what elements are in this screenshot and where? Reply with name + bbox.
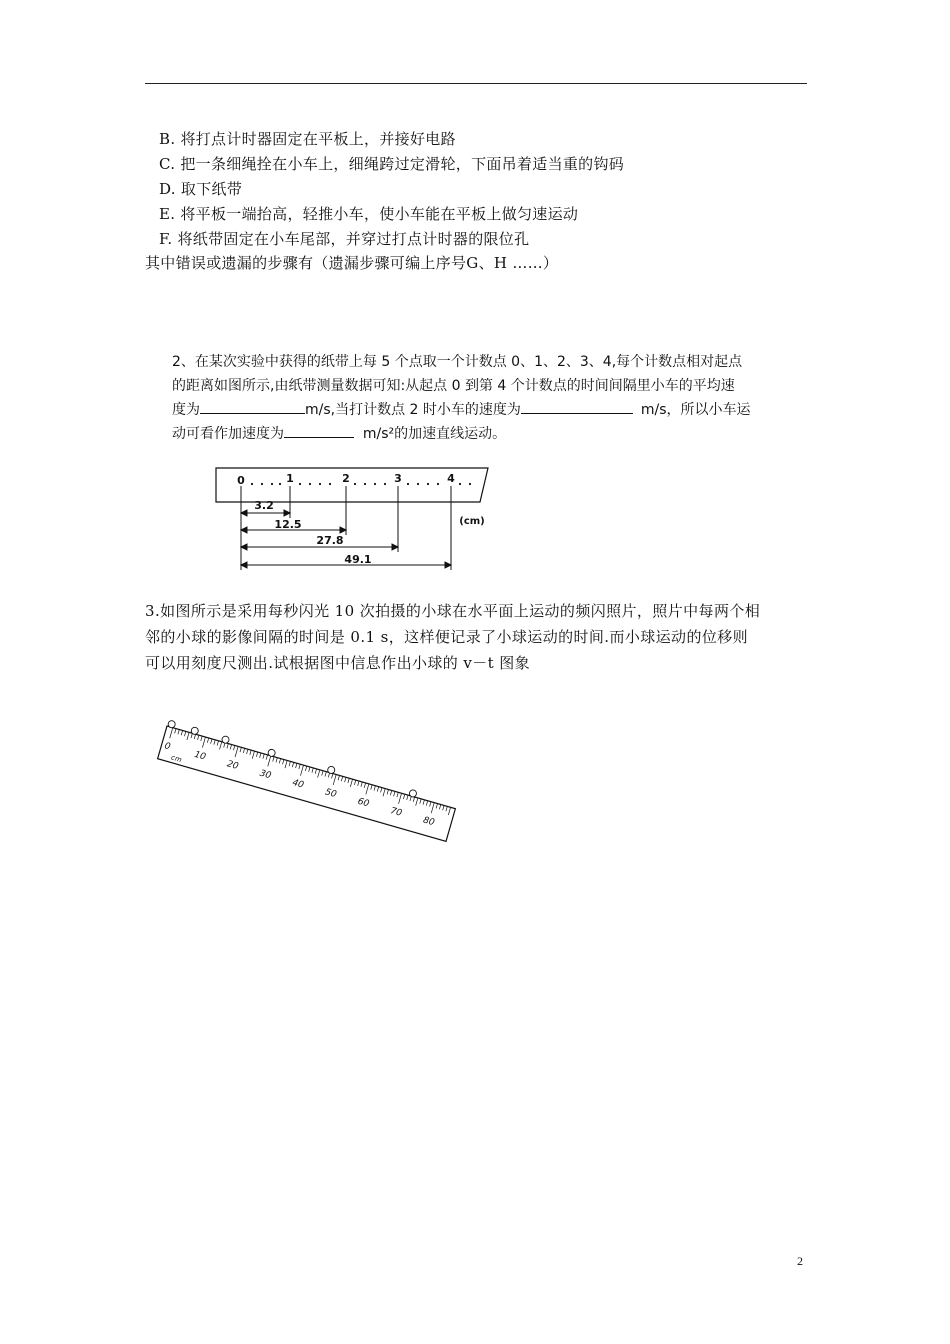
ruler-tick: [374, 786, 375, 791]
distance-label-1: 3.2: [254, 499, 274, 512]
step-b: B. 将打点计时器固定在平板上，并接好电路: [159, 130, 456, 148]
distance-label-2: 12.5: [274, 518, 302, 531]
ruler-tick: [322, 771, 323, 776]
q2-line-4: [172, 422, 782, 446]
ball-image-1: [167, 720, 176, 729]
tape-dots: [251, 483, 471, 485]
ruler-tick: [292, 762, 293, 767]
ruler-tick: [217, 741, 218, 746]
ruler-tick: [207, 738, 208, 743]
ruler-tick: [309, 767, 310, 772]
ruler-tick: [240, 747, 241, 752]
ruler-tick: [235, 746, 238, 757]
step-e: E. 将平板一端抬高，轻推小车，使小车能在平板上做匀速运动: [159, 205, 579, 223]
ruler-tick: [266, 755, 267, 760]
ruler-tick: [243, 748, 244, 753]
ruler-tick: [276, 758, 277, 763]
ruler-label-0: 0: [163, 741, 172, 753]
ball-image-6: [409, 789, 418, 798]
ruler-tick: [350, 779, 352, 787]
ruler-tick: [383, 789, 385, 797]
ruler-tick: [315, 769, 316, 774]
point-label-3: 3: [394, 472, 402, 485]
point-label-4: 4: [447, 472, 455, 485]
ruler-tick: [439, 805, 440, 810]
q3-line-2: 邻的小球的影像间隔的时间是 0.1 s，这样便记录了小球运动的时间.而小球运动的位移则: [145, 628, 749, 646]
ruler-tick: [247, 749, 248, 754]
ruler-tick: [252, 751, 254, 759]
ruler-tick: [358, 781, 359, 786]
ruler-tick: [390, 790, 391, 795]
ruler-tick: [279, 759, 280, 764]
distance-label-3: 27.8: [316, 534, 344, 547]
ball-image-4: [267, 749, 276, 758]
q2-line-1: 2、在某次实验中获得的纸带上每 5 个点取一个计数点 0、1、2、3、4,每个计数点相对起点: [172, 354, 743, 370]
ruler-tick: [443, 805, 444, 810]
ruler-tick: [397, 792, 398, 797]
q2-line-4b: m/s²: [362, 426, 395, 442]
ball-image-2: [190, 727, 199, 736]
ruler-tick: [300, 765, 303, 776]
ruler-tick: [387, 790, 388, 795]
q2-line-3c: m/s，所以小车运: [640, 402, 751, 418]
ruler-tick: [364, 783, 365, 788]
ruler-tick: [416, 798, 418, 806]
ruler-figure: [155, 712, 475, 852]
ruler-tick: [430, 802, 431, 807]
q2-line-2: 的距离如图所示,由纸带测量数据可知:从起点 0 到第 4 个计数点的时间间隔里小车的平均速: [172, 378, 735, 394]
ruler-label-80: 80: [421, 815, 436, 829]
ruler-tick: [250, 750, 251, 755]
ruler-tick: [299, 764, 300, 769]
ruler-tick: [201, 736, 202, 741]
point-label-2: 2: [342, 472, 350, 485]
point-label-1: 1: [286, 472, 294, 485]
ruler-tick: [178, 730, 179, 735]
q3-line-3: 可以用刻度尺测出.试根据图中信息作出小球的 v－t 图象: [145, 654, 531, 672]
ruler-tick: [175, 729, 176, 734]
ruler-tick: [187, 732, 189, 740]
q2-line-4c: 的加速直线运动。: [394, 426, 507, 442]
ruler-tick: [289, 761, 290, 766]
step-c: C. 把一条细绳拴在小车上，细绳跨过定滑轮，下面吊着适当重的钩码: [159, 155, 625, 173]
ruler-tick: [191, 733, 192, 738]
q2-line-4a: 动可看作加速度为: [172, 426, 284, 442]
ruler-tick: [273, 757, 274, 762]
ruler-tick: [348, 778, 349, 783]
page-number: 2: [797, 1254, 803, 1268]
acceleration-blank[interactable]: [284, 423, 354, 438]
q2-line-3a: 度为: [172, 402, 200, 418]
ruler-label-50: 50: [323, 787, 338, 801]
ruler-label-70: 70: [389, 806, 403, 819]
ruler-tick: [338, 775, 339, 780]
ruler-tick: [312, 768, 313, 773]
ruler-tick: [403, 794, 404, 799]
ruler-tick: [268, 756, 271, 767]
ruler-tick: [256, 752, 257, 757]
ruler-tick: [170, 728, 173, 739]
q1-question: 其中错误或遗漏的步骤有（遗漏步骤可编上序号G、H ……）: [145, 254, 559, 272]
ruler-label-40: 40: [291, 777, 305, 791]
ruler-tick: [285, 760, 287, 768]
ruler-tick: [283, 760, 284, 765]
ruler-tick: [394, 791, 395, 796]
ruler-tick: [318, 770, 320, 778]
ruler-tick: [407, 795, 408, 800]
ruler-label-10: 10: [193, 749, 207, 763]
ball-image-5: [327, 766, 336, 775]
ruler-tick: [399, 793, 402, 804]
ruler-tick: [233, 745, 234, 750]
ruler-tick: [423, 800, 424, 805]
ruler-tick: [332, 774, 333, 779]
q2-line-3b: m/s,当打计数点 2 时小车的速度为: [305, 402, 521, 418]
question-2: [172, 350, 782, 446]
question-3: [145, 598, 810, 676]
ruler-tick: [354, 780, 355, 785]
ruler-label-20: 20: [225, 759, 240, 773]
ruler-tick: [325, 772, 326, 777]
ruler-tick: [214, 740, 215, 745]
ruler-tick: [227, 744, 228, 749]
ball-image-3: [221, 735, 230, 744]
ruler-tick: [377, 787, 378, 792]
ruler-tick: [436, 804, 437, 809]
ruler-tick: [305, 766, 306, 771]
ruler-tick: [202, 737, 205, 748]
velocity-2-blank[interactable]: [521, 399, 633, 414]
ruler-tick: [448, 807, 450, 815]
ruler-tick: [260, 753, 261, 758]
ruler-body: [158, 726, 456, 841]
ruler-tick: [420, 799, 421, 804]
avg-velocity-blank[interactable]: [200, 399, 305, 414]
distance-label-4: 49.1: [344, 553, 372, 566]
ruler-tick: [194, 734, 195, 739]
paper-tape-figure: [210, 462, 510, 577]
ruler-tick: [198, 735, 199, 740]
tape-unit-label: (cm): [459, 516, 485, 527]
ruler-label-60: 60: [356, 796, 371, 810]
ruler-tick: [341, 776, 342, 781]
ruler-label-30: 30: [258, 768, 273, 782]
step-d: D. 取下纸带: [159, 180, 243, 198]
q3-line-1: 3.如图所示是采用每秒闪光 10 次拍摄的小球在水平面上运动的频闪照片，照片中每两个相: [145, 602, 761, 620]
ruler-tick: [361, 782, 362, 787]
ruler-tick: [345, 777, 346, 782]
ruler-tick: [230, 745, 231, 750]
ruler-tick: [366, 784, 369, 795]
ruler-tick: [446, 806, 447, 811]
ruler-ticks: [170, 728, 451, 818]
ruler-unit-label: cm: [170, 753, 183, 765]
ruler-tick: [431, 803, 434, 814]
q2-line-3: [172, 398, 782, 422]
header-rule: [145, 83, 807, 84]
point-label-0: 0: [237, 474, 245, 487]
ruler-tick: [296, 763, 297, 768]
ruler-tick: [426, 801, 427, 806]
ruler-tick: [371, 785, 372, 790]
ruler-tick: [181, 730, 182, 735]
ruler-tick: [381, 788, 382, 793]
ruler-tick: [263, 754, 264, 759]
ruler-tick: [211, 739, 212, 744]
ruler-tick: [220, 742, 222, 750]
ruler-tick: [184, 731, 185, 736]
ruler-tick: [333, 775, 336, 786]
step-f: F. 将纸带固定在小车尾部，并穿过打点计时器的限位孔: [159, 230, 530, 248]
ruler-tick: [413, 797, 414, 802]
